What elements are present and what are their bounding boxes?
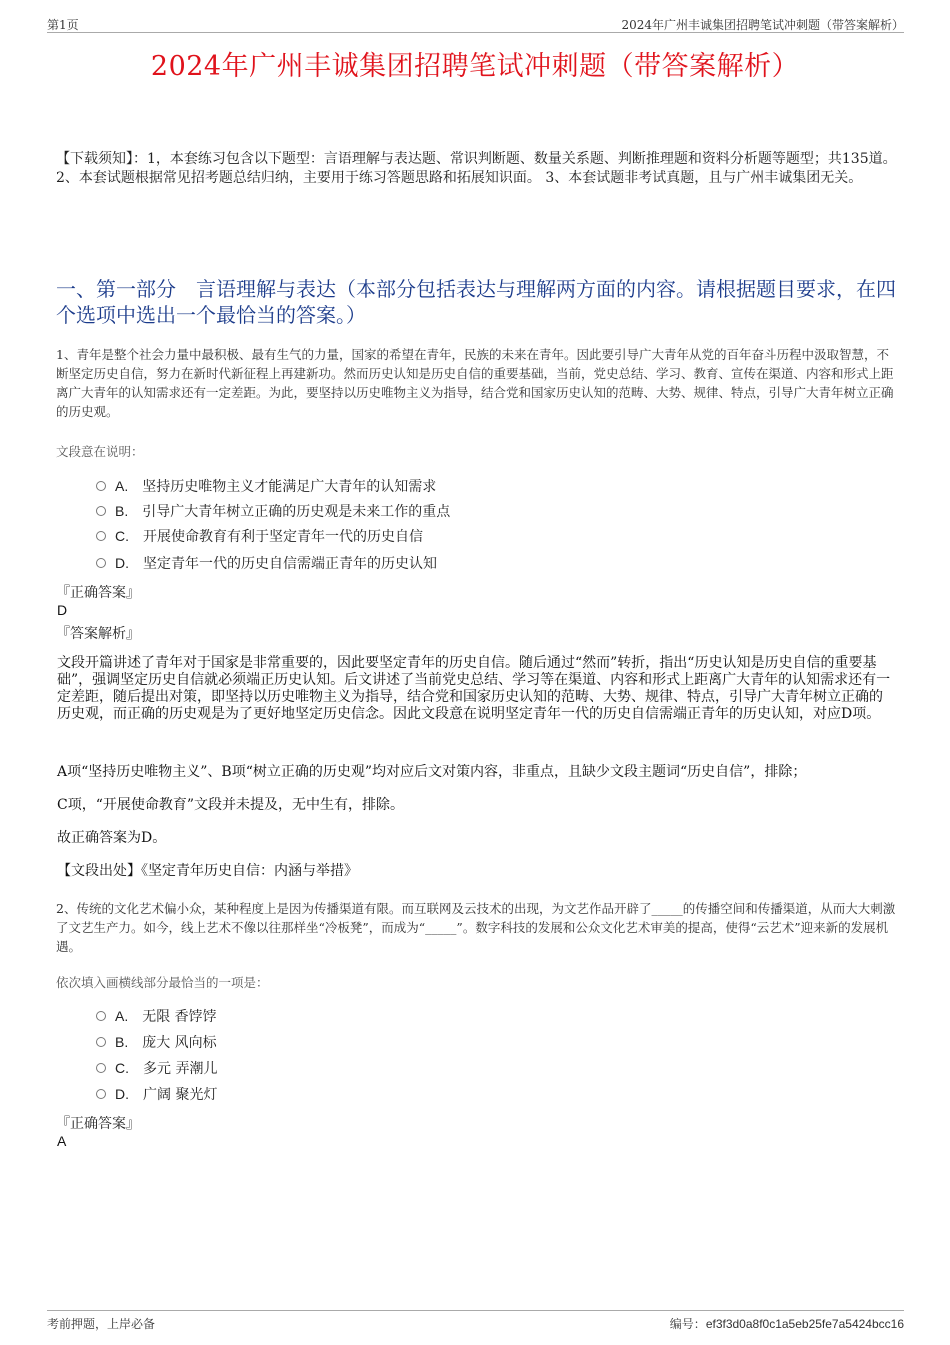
header-doc-title: 2024年广州丰诚集团招聘笔试冲刺题（带答案解析） xyxy=(621,18,904,32)
q2-option-c[interactable]: C. 多元 弄潮儿 xyxy=(96,1058,217,1078)
radio-icon[interactable] xyxy=(96,1089,106,1099)
q1-option-b[interactable]: B. 引导广大青年树立正确的历史观是未来工作的重点 xyxy=(96,501,450,521)
q2-correct-label: 『正确答案』 xyxy=(56,1116,140,1132)
q1-source: 【文段出处】《坚定青年历史自信：内涵与举措》 xyxy=(57,863,358,879)
question-1-stem: 1、青年是整个社会力量中最积极、最有生气的力量，国家的希望在青年，民族的未来在青年。因此要引导广大青年从党的百年奋斗历程中汲取智慧，不断坚定历史自信，努力在新时代新征程上再建新功。然而历史认知是历史自信的重要基础，当前，党史总结、学习、教育、宣传在渠道、内容和形式上距离广大青年的认知需求还有一定差距。为此，要坚持以历史唯物主义为指导，结合党和国家历史认知的范畴、大势、规律、特点，引导广大青年树立正确的历史观。 xyxy=(56,347,894,419)
q1-analysis-label: 『答案解析』 xyxy=(56,626,140,642)
footer-code xyxy=(670,1315,904,1332)
page-title: 2024年广州丰诚集团招聘笔试冲刺题（带答案解析） xyxy=(150,51,800,82)
radio-icon[interactable] xyxy=(96,506,106,516)
q1-option-d[interactable]: D. 坚定青年一代的历史自信需端正青年的历史认知 xyxy=(96,553,437,573)
radio-icon[interactable] xyxy=(96,1011,106,1021)
q1-analysis-paragraph: 文段开篇讲述了青年对于国家是非常重要的，因此要坚定青年的历史自信。随后通过“然而”转折，指出“历史认知是历史自信的重要基础”，强调坚定历史自信就必须端正历史认知。后文讲述了当前党史总结、学习等在渠道、内容和形式上距离广大青年的认知需求还有一定差距，随后提出对策，即坚持以历史唯物主义为指导，结合党和国家历史认知的范畴、大势、规律、特点，引导广大青年树立正确的历史观，而正确的历史观是为了更好地坚定历史信念。因此文段意在说明坚定青年一代的历史自信需端正青年的历史认知，对应D项。 xyxy=(57,655,891,722)
q2-option-b[interactable]: B. 庞大 风向标 xyxy=(96,1032,217,1052)
page-header xyxy=(47,14,904,33)
footer-code-label: 编号： xyxy=(669,1317,706,1331)
section-title: 一、第一部分 言语理解与表达（本部分包括表达与理解两方面的内容。请根据题目要求，在四个选项中选出一个最恰当的答案。） xyxy=(56,277,896,327)
q1-analysis-paragraph: 故正确答案为D。 xyxy=(57,830,167,846)
q1-analysis-paragraph: A项“坚持历史唯物主义”、B项“树立正确的历史观”均对应后文对策内容，非重点，且缺少文段主题词“历史自信”，排除； xyxy=(57,764,807,780)
page-number: 第1页 xyxy=(47,18,79,32)
download-notice: 【下载须知】：1，本套练习包含以下题型：言语理解与表达题、常识判断题、数量关系题、判断推理题和资料分析题等题型；共135道。 2、本套试题根据常见招考题总结归纳，主要用于练习答题思路和拓展知识面。 3、本套试题非考试真题，且与广州丰诚集团无关。 xyxy=(56,151,897,186)
q2-option-a[interactable]: A. 无限 香饽饽 xyxy=(96,1006,217,1026)
q1-option-a[interactable]: A. 坚持历史唯物主义才能满足广大青年的认知需求 xyxy=(96,476,436,496)
footer-code-value: ef3f3d0a8f0c1a5eb25fe7a5424bcc16 xyxy=(705,1317,904,1331)
radio-icon[interactable] xyxy=(96,1037,106,1047)
q1-analysis-paragraph: C项，“开展使命教育”文段并未提及，无中生有，排除。 xyxy=(57,797,405,813)
radio-icon[interactable] xyxy=(96,531,106,541)
q1-option-c[interactable]: C. 开展使命教育有利于坚定青年一代的历史自信 xyxy=(96,526,423,546)
question-1-ask: 文段意在说明： xyxy=(56,444,144,459)
radio-icon[interactable] xyxy=(96,558,106,568)
page-footer xyxy=(47,1310,904,1331)
footer-slogan: 考前押题，上岸必备 xyxy=(47,1317,156,1331)
radio-icon[interactable] xyxy=(96,1063,106,1073)
question-2-ask: 依次填入画横线部分最恰当的一项是： xyxy=(56,975,269,990)
q1-correct-answer: D xyxy=(57,602,68,618)
question-2-stem: 2、传统的文化艺术偏小众，某种程度上是因为传播渠道有限。而互联网及云技术的出现，为文艺作品开辟了_____的传播空间和传播渠道，从而大大刺激了文艺生产力。如今，线上艺术不像以往那样坐“冷板凳”，而成为“_____”。数字科技的发展和公众文化艺术审美的提高，使得“云艺术”迎来新的发展机遇。 xyxy=(56,901,896,954)
radio-icon[interactable] xyxy=(96,481,106,491)
q1-correct-label: 『正确答案』 xyxy=(56,585,140,601)
q2-correct-answer: A xyxy=(57,1133,67,1149)
q2-option-d[interactable]: D. 广阔 聚光灯 xyxy=(96,1084,217,1104)
